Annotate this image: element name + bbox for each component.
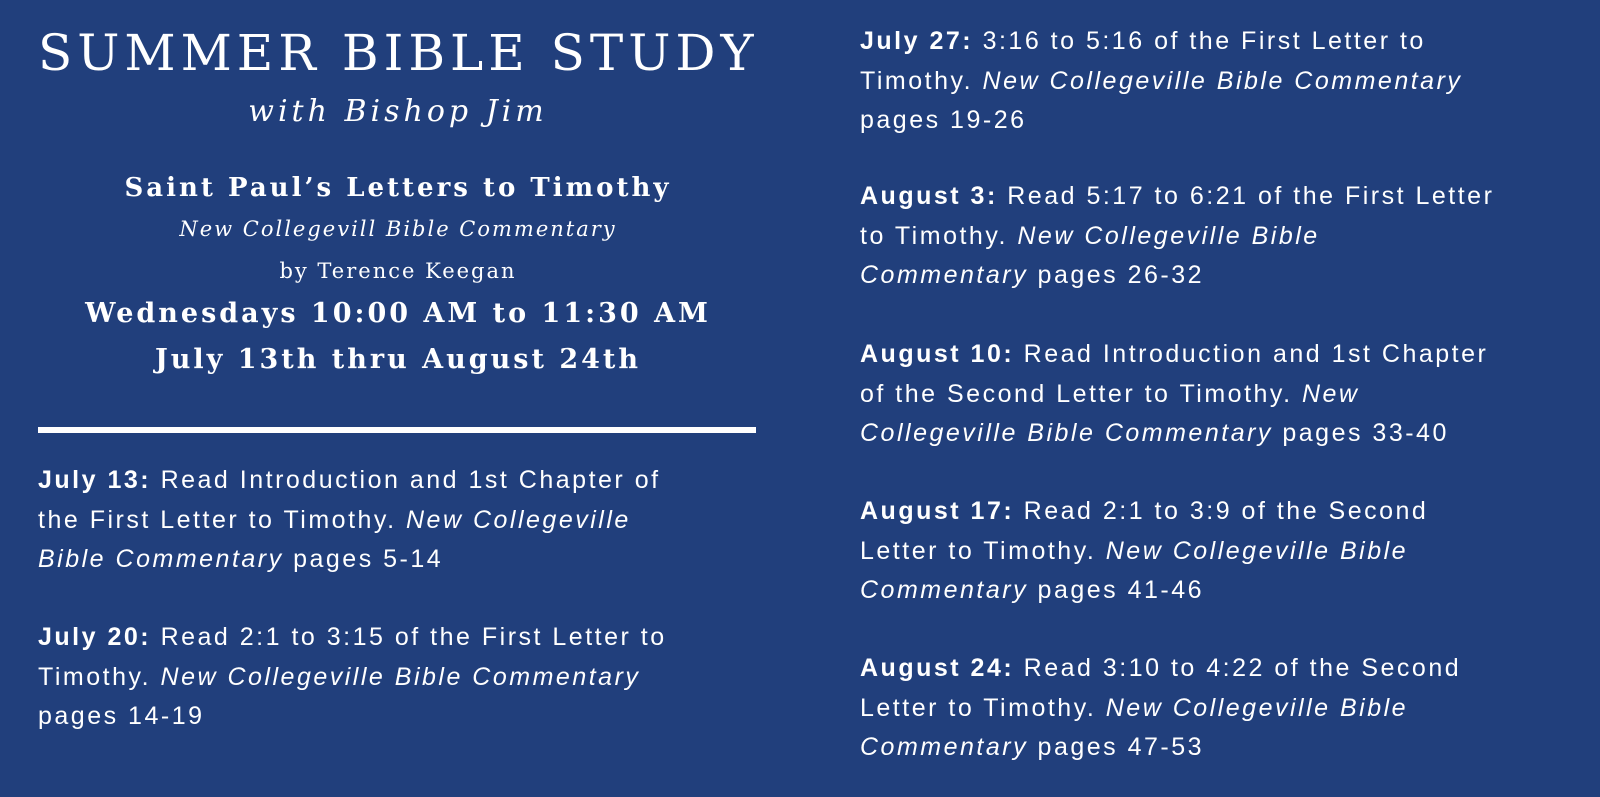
entry-book-title: New [1301,379,1360,408]
entry-line [38,618,758,658]
entry-line [860,217,1590,257]
course-title: Saint Paul’s Letters to Timothy [124,173,672,203]
entry-text: pages 26-32 [1028,261,1205,289]
entry-text: 3:16 to 5:16 of the First Letter to [982,27,1426,55]
page-title: SUMMER BIBLE STUDY [38,24,759,82]
entry-line [38,540,758,580]
entry-text: Timothy. [860,66,983,95]
entry-line [860,571,1590,611]
entry-line [860,335,1590,375]
entry-line [860,532,1590,572]
course-book: New Collegevill Bible Commentary [179,217,617,241]
entry-line [860,62,1590,102]
entry-date: August 17: [860,497,1015,525]
entry-text: pages 19-26 [860,106,1027,134]
entry-book-title: Commentary [860,261,1029,289]
course-time: Wednesdays 10:00 AM to 11:30 AM [85,298,711,329]
schedule-entry-august-3 [860,177,1590,296]
entry-line [38,461,758,501]
entry-book-title: Collegeville Bible Commentary [860,419,1273,447]
entry-book-title: New Collegeville Bible [1017,221,1320,250]
course-dates: July 13th thru August 24th [154,344,642,375]
schedule-entry-july-13 [38,461,758,580]
entry-date: August 3: [860,182,998,210]
entry-line [860,414,1590,454]
entry-text: the First Letter to Timothy. [38,505,406,534]
schedule-entry-august-10 [860,335,1590,454]
entry-text: to Timothy. [860,221,1018,250]
entry-line [38,501,758,541]
entry-line [860,177,1590,217]
entry-line [860,689,1590,729]
entry-text: pages 47-53 [1028,733,1205,761]
divider [38,427,756,433]
entry-line [860,375,1590,415]
entry-text: Read 2:1 to 3:15 of the First Letter to [160,623,667,651]
schedule-entry-july-27 [860,22,1590,141]
entry-text: Read Introduction and 1st Chapter [1023,340,1489,368]
entry-book-title: Commentary [860,733,1029,761]
entry-line [860,492,1590,532]
entry-book-title: New Collegeville Bible [1105,693,1409,722]
entry-text: Read 2:1 to 3:9 of the Second [1023,497,1429,525]
entry-line [860,256,1590,296]
entry-line [860,728,1590,768]
entry-book-title: New Collegeville Bible Commentary [160,662,641,691]
schedule-entry-july-20 [38,618,758,737]
entry-line [38,697,758,737]
entry-text: Letter to Timothy. [860,536,1106,565]
entry-book-title: New Collegeville Bible [1105,536,1409,565]
entry-line [860,22,1590,62]
entry-line [860,649,1590,689]
page-subtitle: with Bishop Jim [248,94,548,129]
entry-date: July 13: [38,466,152,494]
entry-book-title: New Collegeville [405,505,631,534]
entry-text: Read 5:17 to 6:21 of the First Letter [1007,182,1495,210]
entry-text: pages 41-46 [1028,576,1205,604]
entry-date: July 20: [38,623,152,651]
entry-text: Read Introduction and 1st Chapter of [160,466,661,494]
entry-text: of the Second Letter to Timothy. [860,379,1302,408]
entry-text: Timothy. [38,662,161,691]
entry-book-title: Bible Commentary [38,545,284,573]
entry-text: pages 5-14 [283,545,444,573]
entry-text: pages 33-40 [1272,419,1449,447]
schedule-entry-august-24 [860,649,1590,768]
entry-date: August 24: [860,654,1015,682]
entry-date: July 27: [860,27,974,55]
entry-text: Read 3:10 to 4:22 of the Second [1023,654,1462,682]
entry-date: August 10: [860,340,1015,368]
entry-text: pages 14-19 [38,702,205,730]
entry-book-title: Commentary [860,576,1029,604]
entry-book-title: New Collegeville Bible Commentary [982,66,1463,95]
schedule-entry-august-17 [860,492,1590,611]
course-author: by Terence Keegan [279,259,517,283]
entry-text: Letter to Timothy. [860,693,1106,722]
entry-line [38,658,758,698]
entry-line [860,101,1590,141]
